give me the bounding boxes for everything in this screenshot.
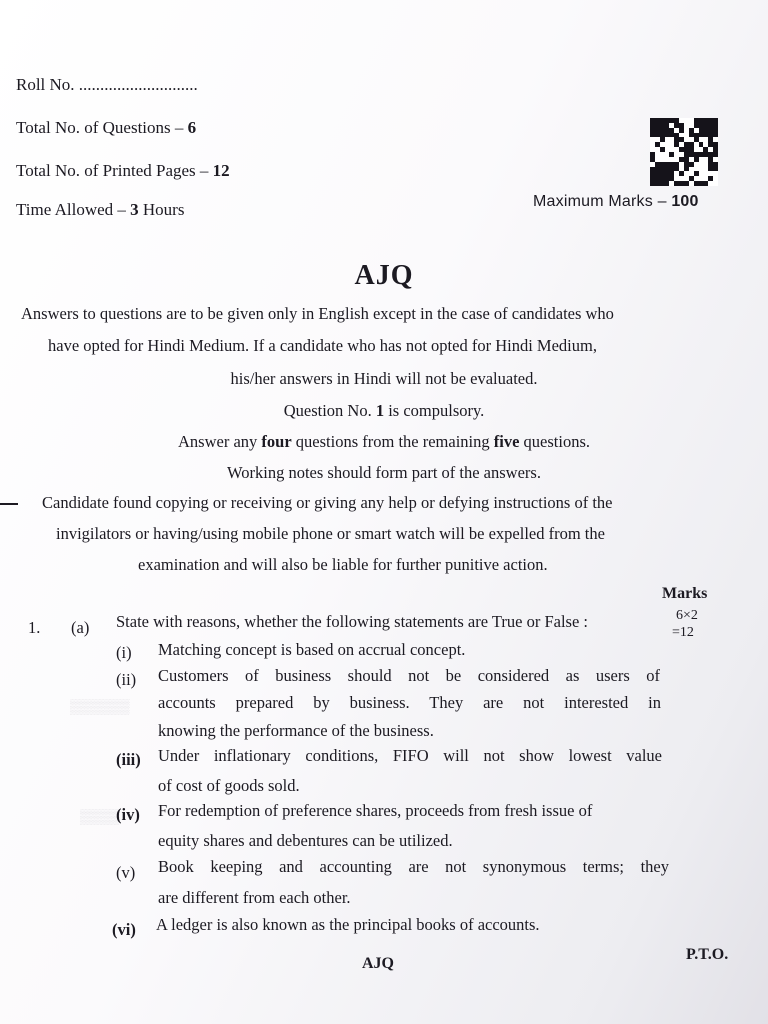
instruction-warning-line-3: examination and will also be liable for further punitive action.	[138, 555, 548, 574]
show-through-text: ▒▒▒▒	[80, 810, 120, 825]
statement-label: (vi)	[112, 920, 136, 939]
instruction-any-four: four	[261, 432, 292, 451]
footer-paper-code: AJQ	[362, 955, 394, 972]
instruction-language-line-1: Answers to questions are to be given only in English except in the case of candidates who	[21, 304, 614, 323]
total-questions-value: 6	[187, 118, 197, 137]
instruction-language-line-3: his/her answers in Hindi will not be evaluated.	[230, 369, 538, 388]
instruction-warning-line-1: Candidate found copying or receiving or giving any help or defying instructions of the	[42, 493, 613, 512]
show-through-text: ▒▒▒▒▒▒	[70, 700, 130, 715]
instruction-compulsory-pre: Question No.	[283, 401, 376, 420]
instruction-compulsory-post: is compulsory.	[384, 401, 485, 420]
maximum-marks-label: Maximum Marks –	[533, 193, 672, 210]
statement-label: (ii)	[116, 670, 137, 689]
instruction-any-mid: questions from the remaining	[291, 432, 494, 451]
statement-line: Customers of business should not be considered as users of	[158, 666, 660, 685]
maximum-marks	[533, 193, 699, 211]
total-questions-label: Total No. of Questions –	[16, 118, 188, 137]
statement-label: (i)	[116, 643, 132, 662]
total-questions	[16, 118, 196, 138]
time-allowed-label: Time Allowed –	[16, 200, 131, 219]
question-part-label: (a)	[71, 618, 90, 637]
total-pages	[16, 161, 230, 181]
question-number: 1.	[28, 618, 41, 637]
statement-line: equity shares and debentures can be utilized.	[158, 831, 453, 850]
total-pages-value: 12	[212, 161, 230, 180]
marks-allocation-top: 6×2	[676, 608, 698, 623]
statement-label: (iii)	[116, 750, 141, 769]
margin-dash	[0, 503, 18, 505]
instruction-any-five: five	[493, 432, 520, 451]
time-allowed	[16, 200, 184, 220]
qr-code-icon	[650, 118, 718, 186]
statement-line: Book keeping and accounting are not synonymous terms; they	[158, 857, 669, 876]
statement-line: are different from each other.	[158, 888, 351, 907]
marks-heading: Marks	[662, 585, 708, 602]
statement-label: (iv)	[116, 805, 140, 824]
roll-number-field: Roll No. ............................	[16, 75, 198, 94]
instruction-any-pre: Answer any	[178, 432, 262, 451]
time-allowed-value: 3	[130, 200, 139, 219]
time-allowed-unit: Hours	[138, 200, 185, 219]
statement-line: knowing the performance of the business.	[158, 721, 434, 740]
marks-allocation-bottom: =12	[672, 625, 694, 640]
instruction-compulsory	[0, 401, 768, 421]
paper-code-title: AJQ	[354, 260, 414, 291]
statement-line: of cost of goods sold.	[158, 776, 300, 795]
instruction-language-line-2: have opted for Hindi Medium. If a candidate who has not opted for Hindi Medium,	[48, 336, 597, 355]
statement-line: For redemption of preference shares, proceeds from fresh issue of	[158, 801, 593, 820]
statement-label: (v)	[116, 863, 136, 882]
statement-line: Under inflationary conditions, FIFO will not show lowest value	[158, 746, 662, 765]
statement-line: accounts prepared by business. They are not interested in	[158, 693, 661, 712]
statement-line: Matching concept is based on accrual concept.	[158, 640, 466, 659]
instruction-compulsory-num: 1	[375, 401, 385, 420]
maximum-marks-value: 100	[671, 193, 699, 210]
instruction-working-notes: Working notes should form part of the answers.	[227, 463, 541, 482]
instruction-warning-line-2: invigilators or having/using mobile phone or smart watch will be expelled from the	[56, 524, 605, 543]
question-prompt: State with reasons, whether the following statements are True or False :	[116, 612, 588, 631]
instruction-any-post: questions.	[519, 432, 590, 451]
statement-line: A ledger is also known as the principal books of accounts.	[156, 915, 540, 934]
total-pages-label: Total No. of Printed Pages –	[16, 161, 213, 180]
instruction-answer-any	[0, 432, 768, 452]
page-turn-over: P.T.O.	[686, 946, 729, 963]
